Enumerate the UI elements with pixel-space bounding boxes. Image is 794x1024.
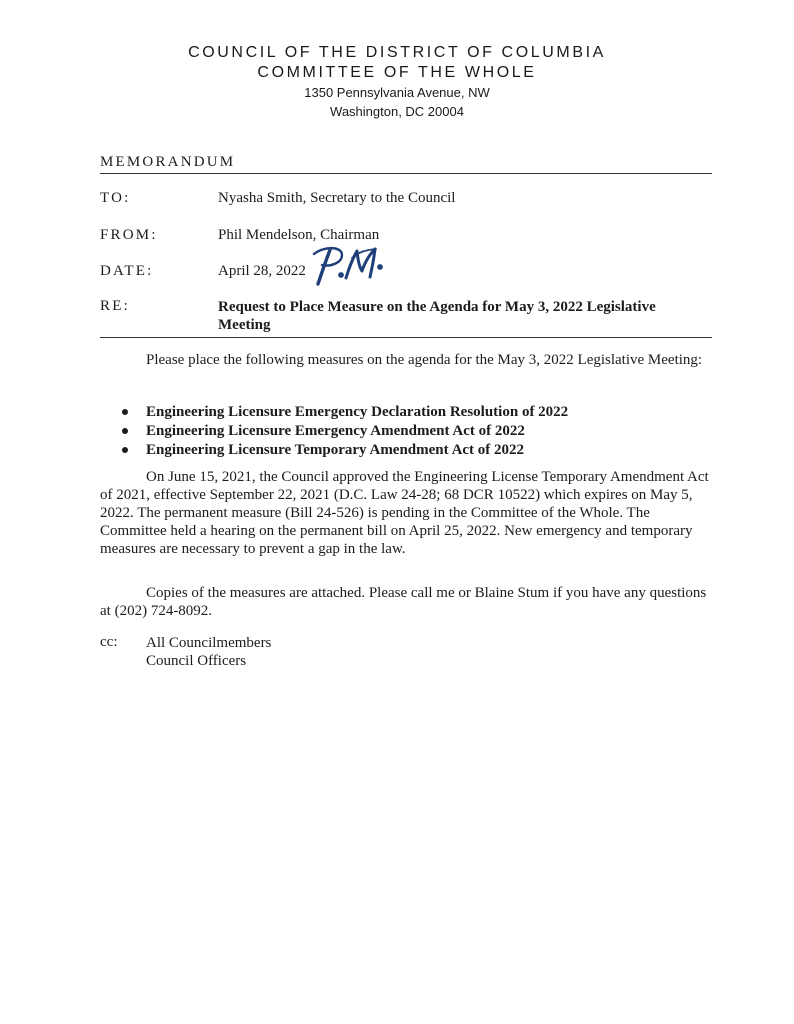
measure-item [120,422,568,441]
from-value: Phil Mendelson, Chairman [218,227,380,243]
cc-recipient: Council Officers [146,653,247,669]
letterhead-committee-name: COMMITTEE OF THE WHOLE [257,64,537,81]
memo-title: MEMORANDUM [100,154,236,170]
to-value: Nyasha Smith, Secretary to the Council [218,190,456,206]
date-label: DATE: [100,263,154,279]
bullet-icon [122,447,128,453]
measure-item [120,403,568,422]
header-divider-top [100,173,712,174]
re-subject: Request to Place Measure on the Agenda for May 3, 2022 Legislative Meeting [218,299,656,333]
letterhead-council-name: COUNCIL OF THE DISTRICT OF COLUMBIA [188,44,606,61]
bullet-icon [122,428,128,434]
closing-paragraph: Copies of the measures are attached. Please call me or Blaine Stum if you have any questions at (202) 724-8092. [100,585,707,619]
cc-label: cc: [100,634,118,650]
to-label: TO: [100,190,131,206]
re-label: RE: [100,298,130,314]
cc-recipient: All Councilmembers [146,635,272,651]
letterhead-city-address: Washington, DC 20004 [330,104,464,119]
intro-paragraph: Please place the following measures on the agenda for the May 3, 2022 Legislative Meeting: [146,352,703,368]
cc-recipients [146,634,271,670]
measure-item-label: Engineering Licensure Temporary Amendment Act of 2022 [146,442,525,458]
from-label: FROM: [100,227,158,243]
letterhead-street-address: 1350 Pennsylvania Avenue, NW [304,85,490,100]
header-divider-bottom [100,337,712,338]
measure-item [120,441,568,460]
signature-ink [314,248,382,284]
measure-item-label: Engineering Licensure Emergency Amendment Act of 2022 [146,423,525,439]
background-paragraph: On June 15, 2021, the Council approved the Engineering License Temporary Amendment Act of 2021, effective September 22, 2021 (D.C. Law 24-28; 68 DCR 10522) which expires on May 5, 2022. The permanent measure (Bill 24-526) is pending in the Committee of the Whole. The Committee held a hearing on the permanent bill on April 25, 2022. New emergency and temporary measures are necessary to prevent a gap in the law. [100,469,709,557]
measures-list [120,403,568,460]
measure-item-label: Engineering Licensure Emergency Declaration Resolution of 2022 [146,404,569,420]
handwritten-initials-signature [308,244,398,288]
bullet-icon [122,409,128,415]
date-value: April 28, 2022 [218,263,306,279]
